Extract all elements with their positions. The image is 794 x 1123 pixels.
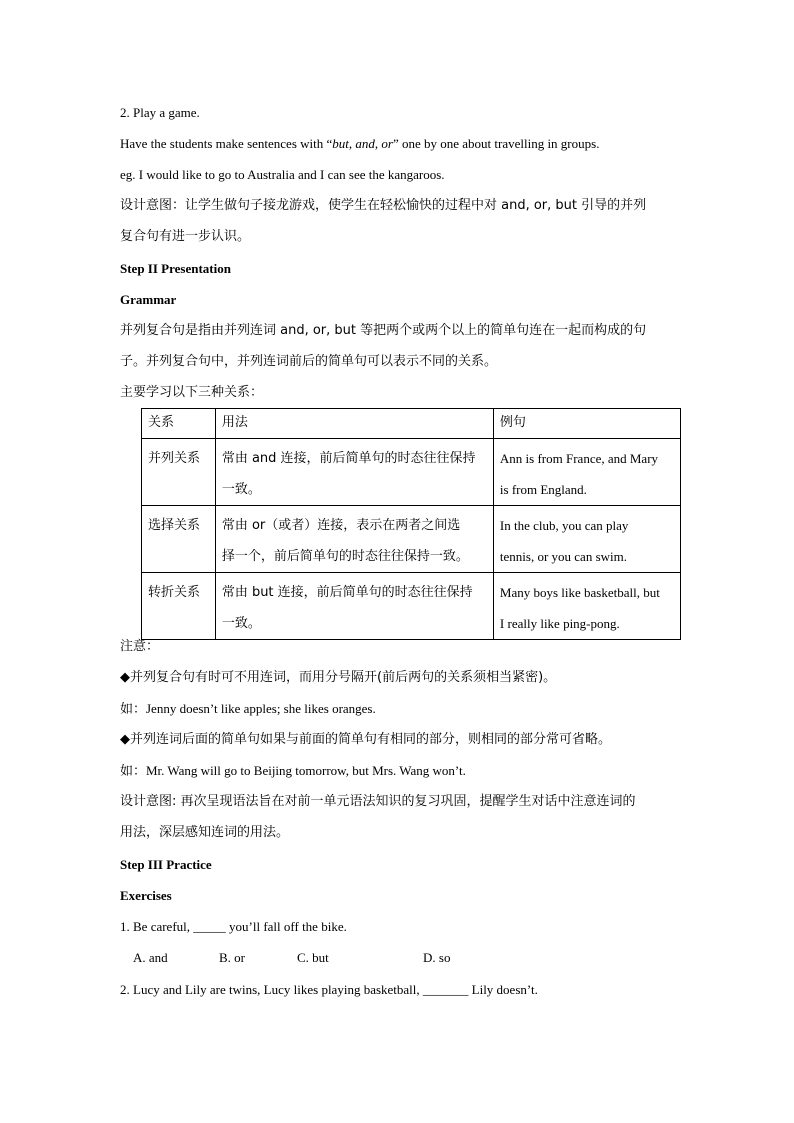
design-intent-2-line1: 设计意图: 再次呈现语法旨在对前一单元语法知识的复习巩固，提醒学生对话中注意连词的 [120, 794, 636, 809]
note-1-example: 如：Jenny doesn’t like apples; she likes oranges. [120, 701, 376, 716]
instruction-text-post: ” one by one about travelling in groups. [392, 136, 600, 151]
header-relation: 关系 [142, 409, 216, 439]
example-line: Many boys like basketball, but [499, 585, 660, 600]
instruction-connectives: but, and, or [332, 136, 393, 151]
play-game-instruction [120, 135, 599, 153]
usage-line: 常由 and 连接，前后简单句的时态往往保持 [221, 451, 476, 466]
design-intent-2-line2: 用法，深层感知连词的用法。 [120, 825, 290, 840]
table-row [142, 506, 681, 573]
table-row [142, 573, 681, 640]
usage-line: 一致。 [221, 616, 261, 631]
example-line: tennis, or you can swim. [499, 549, 627, 564]
example-line: Ann is from France, and Mary [499, 451, 659, 466]
option-d: D. so [423, 950, 451, 965]
usage-cell [215, 573, 493, 640]
option-c: C. but [297, 950, 329, 965]
example-cell [493, 439, 680, 506]
usage-cell [215, 439, 493, 506]
example-cell [493, 506, 680, 573]
example-line: I really like ping-pong. [499, 616, 620, 631]
header-example: 例句 [493, 409, 680, 439]
question-1-options [133, 949, 450, 967]
usage-line: 常由 but 连接，前后简单句的时态往往保持 [221, 585, 473, 600]
step3-heading: Step III Practice [120, 857, 212, 872]
table-header-row [142, 409, 681, 439]
note-2-example: 如：Mr. Wang will go to Beijing tomorrow, but Mrs. Wang won’t. [120, 763, 466, 778]
grammar-para-line1: 并列复合句是指由并列连词 and, or, but 等把两个或两个以上的简单句连在一起而构成的句 [120, 323, 647, 338]
usage-line: 择一个，前后简单句的时态往往保持一致。 [221, 549, 469, 564]
usage-line: 一致。 [221, 482, 261, 497]
question-2: 2. Lucy and Lily are twins, Lucy likes playing basketball, _______ Lily doesn’t. [120, 982, 538, 997]
notes-label: 注意： [120, 639, 160, 654]
usage-cell [215, 506, 493, 573]
note-2: ◆并列连词后面的简单句如果与前面的简单句有相同的部分，则相同的部分常可省略。 [120, 732, 611, 747]
note-1: ◆并列复合句有时可不用连词，而用分号隔开(前后两句的关系须相当紧密)。 [120, 670, 557, 685]
option-b: B. or [219, 950, 245, 965]
relation-cell: 选择关系 [142, 506, 216, 573]
usage-line: 常由 or（或者）连接，表示在两者之间选 [221, 518, 461, 533]
relations-table [141, 408, 681, 640]
example-line: is from England. [499, 482, 587, 497]
grammar-para-line2: 子。并列复合句中，并列连词前后的简单句可以表示不同的关系。 [120, 354, 498, 369]
grammar-subheading: Grammar [120, 292, 177, 307]
table-row [142, 439, 681, 506]
design-intent-1-line2: 复合句有进一步认识。 [120, 229, 251, 244]
relation-cell: 转折关系 [142, 573, 216, 640]
play-game-example: eg. I would like to go to Australia and I can see the kangaroos. [120, 167, 445, 182]
exercises-subheading: Exercises [120, 888, 172, 903]
table-intro: 主要学习以下三种关系： [120, 385, 264, 400]
play-game-heading: 2. Play a game. [120, 105, 200, 120]
header-usage: 用法 [215, 409, 493, 439]
instruction-text-pre: Have the students make sentences with “ [120, 136, 333, 151]
question-1: 1. Be careful, _____ you’ll fall off the bike. [120, 919, 347, 934]
option-a: A. and [133, 950, 168, 965]
relation-cell: 并列关系 [142, 439, 216, 506]
design-intent-1-line1: 设计意图：让学生做句子接龙游戏，使学生在轻松愉快的过程中对 and, or, but 引导的并列 [120, 198, 647, 213]
example-cell [493, 573, 680, 640]
step2-heading: Step II Presentation [120, 261, 231, 276]
example-line: In the club, you can play [499, 518, 629, 533]
